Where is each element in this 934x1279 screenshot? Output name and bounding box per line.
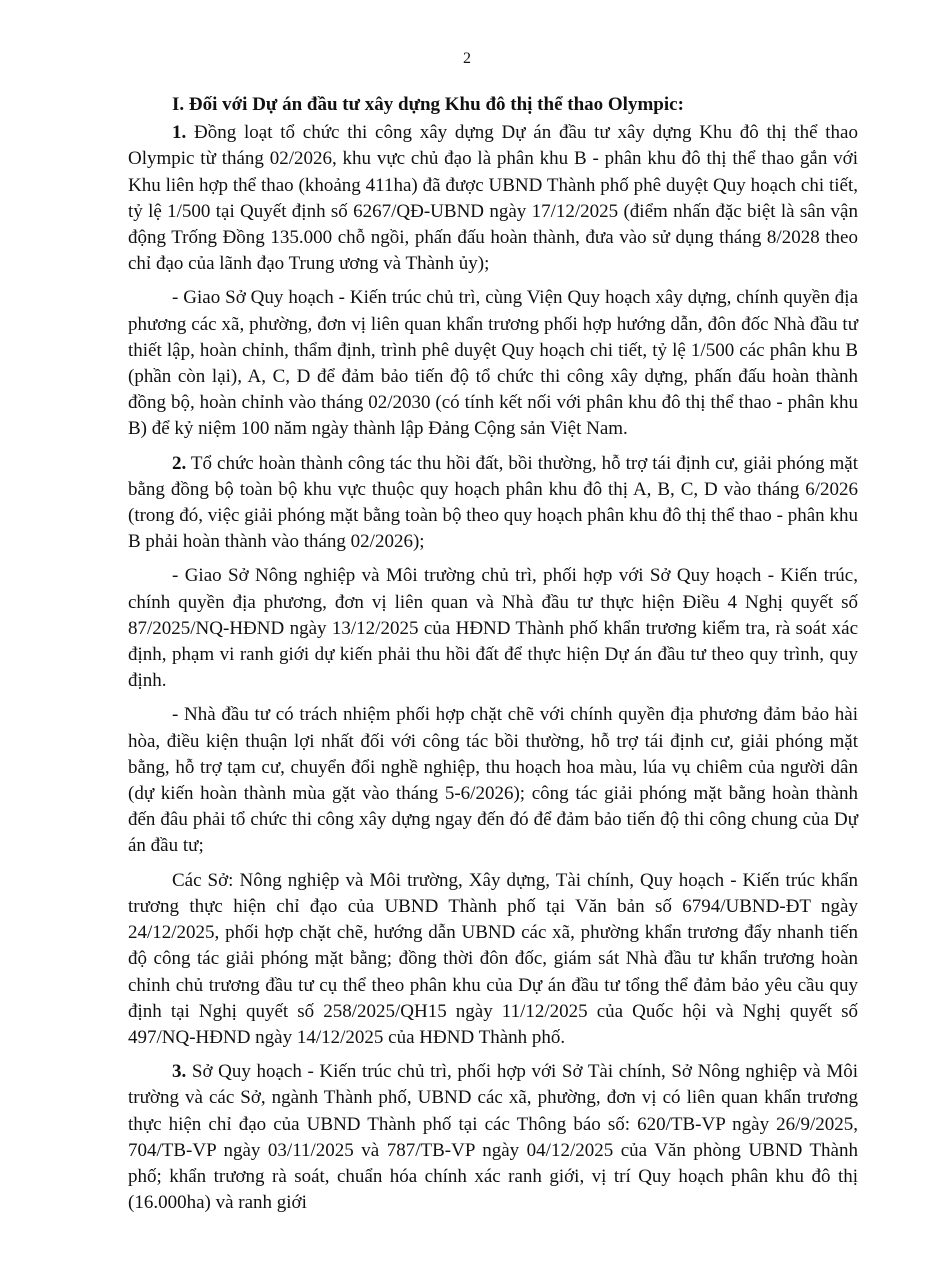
paragraph-text: Đồng loạt tổ chức thi công xây dựng Dự án đầu tư xây dựng Khu đô thị thể thao Olympic từ tháng 02/2026, khu vực chủ đạo là phân khu B - phân khu đô thị thể thao gắn với Khu liên hợp thể thao (khoảng 411ha) đã được UBND Thành phố phê duyệt Quy hoạch chi tiết, tỷ lệ 1/500 tại Quyết định số 6267/QĐ-UBND ngày 17/12/2025 (điểm nhấn đặc biệt là sân vận động Trống Đồng 135.000 chỗ ngồi, phấn đấu hoàn thành, đưa vào sử dụng tháng 8/2028 theo chỉ đạo của lãnh đạo Trung ương và Thành ủy);: [128, 122, 858, 275]
paragraph-text: - Giao Sở Quy hoạch - Kiến trúc chủ trì, cùng Viện Quy hoạch xây dựng, chính quyền địa phương các xã, phường, đơn vị liên quan khẩn trương phối hợp hướng dẫn, đôn đốc Nhà đầu tư thiết lập, hoàn chỉnh, thẩm định, trình phê duyệt Quy hoạch chi tiết, tỷ lệ 1/500 các phân khu B (phần còn lại), A, C, D để đảm bảo tiến độ tổ chức thi công xây dựng, phấn đấu hoàn thành đồng bộ, hoàn chỉnh vào tháng 02/2030 (có tính kết nối với phân khu đô thị thể thao - phân khu B) để kỷ niệm 100 năm ngày thành lập Đảng Cộng sản Việt Nam.: [128, 287, 858, 440]
paragraph-text: - Giao Sở Nông nghiệp và Môi trường chủ trì, phối hợp với Sở Quy hoạch - Kiến trúc, chính quyền địa phương, đơn vị liên quan và Nhà đầu tư thực hiện Điều 4 Nghị quyết số 87/2025/NQ-HĐND ngày 13/12/2025 của HĐND Thành phố khẩn trương kiểm tra, rà soát xác định, phạm vi ranh giới dự kiến phải thu hồi đất để thực hiện Dự án đầu tư theo quy trình, quy định.: [128, 565, 858, 692]
paragraph-1: [128, 120, 858, 277]
paragraph-number: 2.: [172, 452, 187, 474]
paragraph-number: 3.: [172, 1061, 187, 1083]
paragraph-5: [128, 702, 858, 859]
paragraph-text: Các Sở: Nông nghiệp và Môi trường, Xây dựng, Tài chính, Quy hoạch - Kiến trúc khẩn trương thực hiện chỉ đạo của UBND Thành phố tại Văn bản số 6794/UBND-ĐT ngày 24/12/2025, phối hợp chặt chẽ, hướng dẫn UBND các xã, phường khẩn trương đẩy nhanh tiến độ công tác giải phóng mặt bằng; đồng thời đôn đốc, giám sát Nhà đầu tư khẩn trương hoàn chỉnh chủ trương đầu tư cụ thể theo phân khu của Dự án đầu tư tổng thể đảm bảo yêu cầu quy định tại Nghị quyết số 258/2025/QH15 ngày 11/12/2025 của Quốc hội và Nghị quyết số 497/NQ-HĐND ngày 14/12/2025 của HĐND Thành phố.: [128, 869, 858, 1048]
paragraph-3: [128, 451, 858, 556]
paragraph-text: Sở Quy hoạch - Kiến trúc chủ trì, phối hợp với Sở Tài chính, Sở Nông nghiệp và Môi trường và các Sở, ngành Thành phố, UBND các xã, phường, đơn vị có liên quan khẩn trương thực hiện chỉ đạo của UBND Thành phố tại các Thông báo số: 620/TB-VP ngày 26/9/2025, 704/TB-VP ngày 03/11/2025 và 787/TB-VP ngày 04/12/2025 của Văn phòng UBND Thành phố; khẩn trương rà soát, chuẩn hóa chính xác ranh giới, vị trí Quy hoạch phân khu đô thị (16.000ha) và ranh giới: [128, 1061, 858, 1214]
paragraph-text: - Nhà đầu tư có trách nhiệm phối hợp chặt chẽ với chính quyền địa phương đảm bảo hài hòa, điều kiện thuận lợi nhất đối với công tác bồi thường, hỗ trợ tái định cư, giải phóng mặt bằng, hỗ trợ tạm cư, chuyển đổi nghề nghiệp, thu hoạch hoa màu, lúa vụ chiêm của người dân (dự kiến hoàn thành mùa gặt vào tháng 5-6/2026); công tác giải phóng mặt bằng hoàn thành đến đâu phải tổ chức thi công xây dựng ngay đến đó để đảm bảo tiến độ thi công chung của Dự án đầu tư;: [128, 704, 858, 857]
paragraph-4: [128, 563, 858, 694]
paragraph-text: Tổ chức hoàn thành công tác thu hồi đất, bồi thường, hỗ trợ tái định cư, giải phóng mặt bằng đồng bộ toàn bộ khu vực thuộc quy hoạch phân khu đô thị A, B, C, D vào tháng 6/2026 (trong đó, việc giải phóng mặt bằng toàn bộ theo quy hoạch phân khu đô thị thể thao - phân khu B phải hoàn thành vào tháng 02/2026);: [128, 452, 858, 553]
paragraph-2: [128, 285, 858, 442]
paragraph-7: [128, 1059, 858, 1216]
document-body: [128, 92, 858, 1224]
paragraph-number: 1.: [172, 122, 187, 144]
section-heading: I. Đối với Dự án đầu tư xây dựng Khu đô thị thể thao Olympic:: [172, 94, 684, 115]
page-number: 2: [463, 50, 471, 67]
paragraph-6: [128, 868, 858, 1051]
